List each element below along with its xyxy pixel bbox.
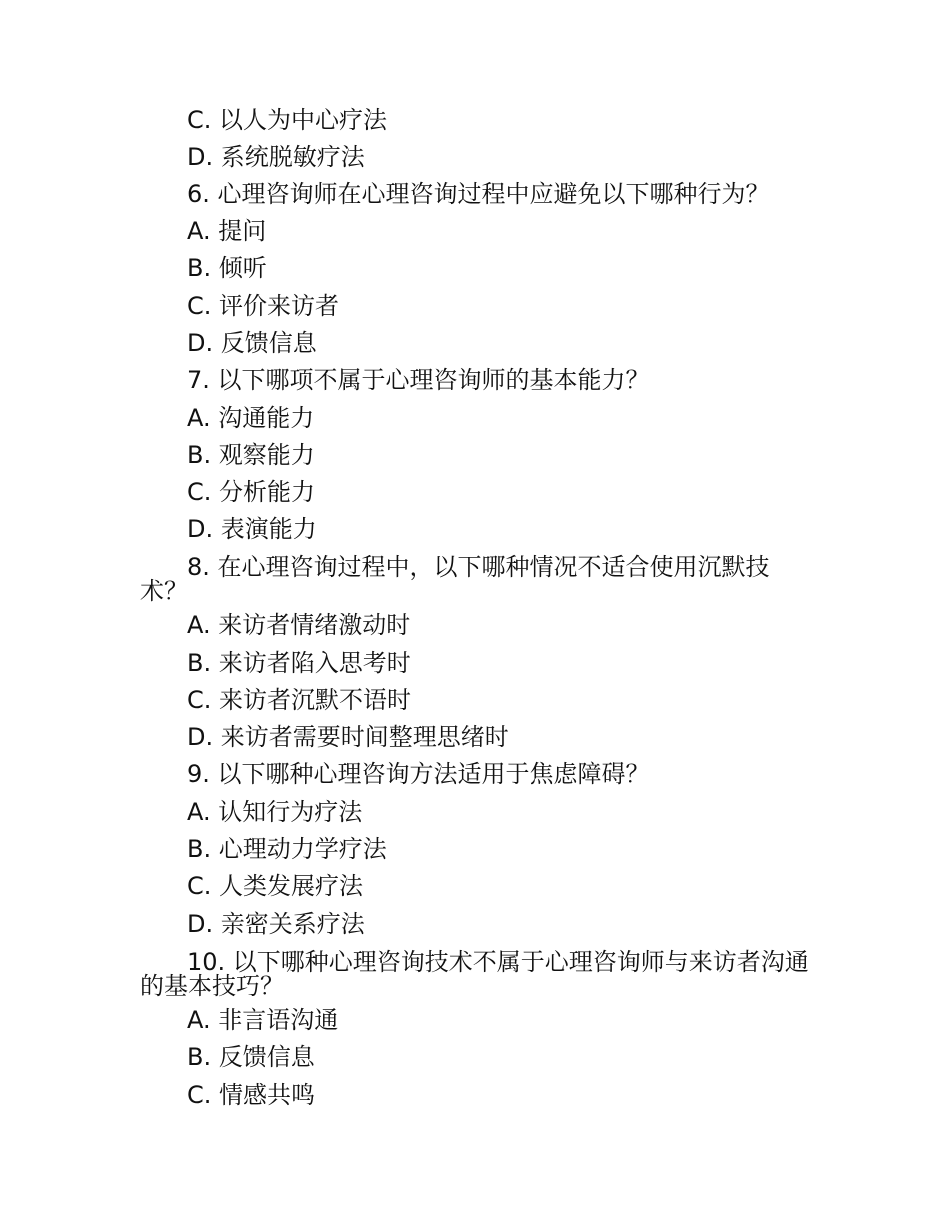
option-9c: C. 人类发展疗法 [187,872,364,900]
question-8: 8. 在心理咨询过程中，以下哪种情况不适合使用沉默技术？ [140,553,770,605]
option-6c: C. 评价来访者 [187,292,340,320]
option-5c: C. 以人为中心疗法 [187,106,388,134]
option-6a: A. 提问 [187,217,267,245]
option-9d: D. 亲密关系疗法 [187,910,365,938]
option-7d: D. 表演能力 [187,515,317,543]
option-8c: C. 来访者沉默不语时 [187,686,412,714]
option-7c: C. 分析能力 [187,478,316,506]
question-10: 10. 以下哪种心理咨询技术不属于心理咨询师与来访者沟通的基本技巧？ [140,948,809,1000]
question-6: 6. 心理咨询师在心理咨询过程中应避免以下哪种行为？ [187,180,770,208]
question-7: 7. 以下哪项不属于心理咨询师的基本能力？ [187,366,650,394]
option-9a: A. 认知行为疗法 [187,798,363,826]
option-10a: A. 非言语沟通 [187,1006,339,1034]
option-7b: B. 观察能力 [187,441,315,469]
option-9b: B. 心理动力学疗法 [187,835,387,863]
question-9: 9. 以下哪种心理咨询方法适用于焦虑障碍？ [187,760,650,788]
option-8a: A. 来访者情绪激动时 [187,611,411,639]
option-6b: B. 倾听 [187,254,267,282]
option-5d: D. 系统脱敏疗法 [187,143,365,171]
option-7a: A. 沟通能力 [187,404,315,432]
option-8b: B. 来访者陷入思考时 [187,649,411,677]
option-8d: D. 来访者需要时间整理思绪时 [187,723,509,751]
option-10c: C. 情感共鸣 [187,1081,316,1109]
option-6d: D. 反馈信息 [187,329,317,357]
option-10b: B. 反馈信息 [187,1043,315,1071]
